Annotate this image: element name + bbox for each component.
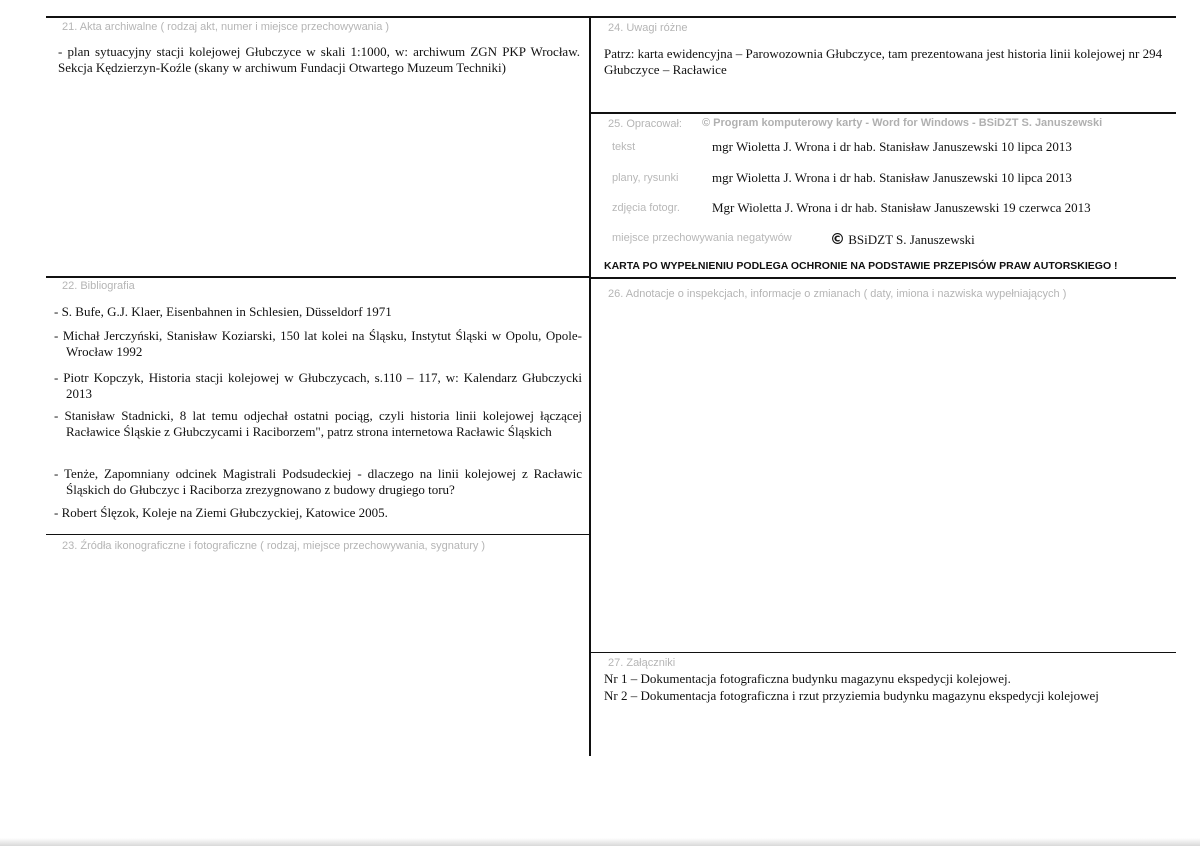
attachment-item: Nr 2 – Dokumentacja fotograficzna i rzut przyziemia budynku magazynu ekspedycji kolejowej bbox=[604, 688, 1099, 703]
section-22-title: 22. Bibliografia bbox=[62, 280, 135, 292]
plans-label: plany, rysunki bbox=[612, 172, 679, 184]
bibliography-item: - Piotr Kopczyk, Historia stacji kolejowej w Głubczycach, s.110 – 117, w: Kalendarz Głubczycki 2013 bbox=[54, 370, 582, 401]
photos-label: zdjęcia fotogr. bbox=[612, 202, 680, 214]
top-rule bbox=[46, 16, 1176, 18]
center-vertical-rule bbox=[589, 16, 591, 756]
left-middle-rule bbox=[46, 276, 591, 278]
negatives-storage-value bbox=[830, 230, 975, 248]
bibliography-item: - Stanisław Stadnicki, 8 lat temu odjechał ostatni pociąg, czyli historia linii kolejowej łączącej Racławice Śląskie z Głubczycami i Raciborzem", patrz strona internetowa Racławic Śląskich bbox=[54, 408, 582, 439]
right-top-rule bbox=[590, 112, 1176, 114]
copyright-icon: © bbox=[830, 230, 845, 248]
bibliography-item: - Tenże, Zapomniany odcinek Magistrali Podsudeckiej - dlaczego na linii kolejowej z Racławic Śląskich do Głubczyc i Raciborza zrezygnowano z budowy drugiego toru? bbox=[54, 466, 582, 497]
bibliography-item: - Michał Jerczyński, Stanisław Koziarski, 150 lat kolei na Śląsku, Instytut Śląski w Opolu, Opole-Wrocław 1992 bbox=[54, 328, 582, 359]
bibliography-item: - S. Bufe, G.J. Klaer, Eisenbahnen in Schlesien, Düsseldorf 1971 bbox=[54, 304, 392, 319]
program-credit: © Program komputerowy karty - Word for Windows - BSiDZT S. Januszewski bbox=[702, 117, 1103, 129]
section-27-title: 27. Załączniki bbox=[608, 657, 676, 669]
right-lower-rule bbox=[590, 652, 1176, 653]
plans-author-value: mgr Wioletta J. Wrona i dr hab. Stanisław Januszewski 10 lipca 2013 bbox=[712, 170, 1072, 185]
attachment-item: Nr 1 – Dokumentacja fotograficzna budynku magazynu ekspedycji kolejowej. bbox=[604, 671, 1011, 686]
right-middle-rule bbox=[590, 277, 1176, 279]
section-24-text: Patrz: karta ewidencyjna – Parowozownia Głubczyce, tam prezentowana jest historia linii kolejowej nr 294 Głubczyce – Racławice bbox=[604, 46, 1163, 77]
section-24-title: 24. Uwagi różne bbox=[608, 22, 688, 34]
photos-author-value: Mgr Wioletta J. Wrona i dr hab. Stanisław Januszewski 19 czerwca 2013 bbox=[712, 200, 1091, 215]
scan-edge-shadow bbox=[0, 838, 1200, 846]
section-26-title: 26. Adnotacje o inspekcjach, informacje o zmianach ( daty, imiona i nazwiska wypełniających ) bbox=[608, 288, 1067, 300]
text-label: tekst bbox=[612, 141, 636, 153]
left-lower-rule bbox=[46, 534, 591, 535]
negatives-storage-label: miejsce przechowywania negatywów bbox=[612, 232, 792, 244]
section-21-text: - plan sytuacyjny stacji kolejowej Głubczyce w skali 1:1000, w: archiwum ZGN PKP Wrocław. Sekcja Kędzierzyn-Koźle (skany w archiwum Fundacji Otwartego Muzeum Techniki) bbox=[58, 44, 580, 75]
bibliography-item: - Robert Ślęzok, Koleje na Ziemi Głubczyckiej, Katowice 2005. bbox=[54, 505, 388, 520]
text-author-value: mgr Wioletta J. Wrona i dr hab. Stanisław Januszewski 10 lipca 2013 bbox=[712, 139, 1072, 154]
section-23-title: 23. Źródła ikonograficzne i fotograficzne ( rodzaj, miejsce przechowywania, sygnatury ) bbox=[62, 540, 486, 552]
section-21-title: 21. Akta archiwalne ( rodzaj akt, numer i miejsce przechowywania ) bbox=[62, 21, 390, 33]
copyright-warning: KARTA PO WYPEŁNIENIU PODLEGA OCHRONIE NA PODSTAWIE PRZEPISÓW PRAW AUTORSKIEGO ! bbox=[604, 260, 1118, 272]
negatives-storage-text: BSiDZT S. Januszewski bbox=[848, 232, 975, 247]
section-25-title: 25. Opracował: bbox=[608, 118, 682, 130]
